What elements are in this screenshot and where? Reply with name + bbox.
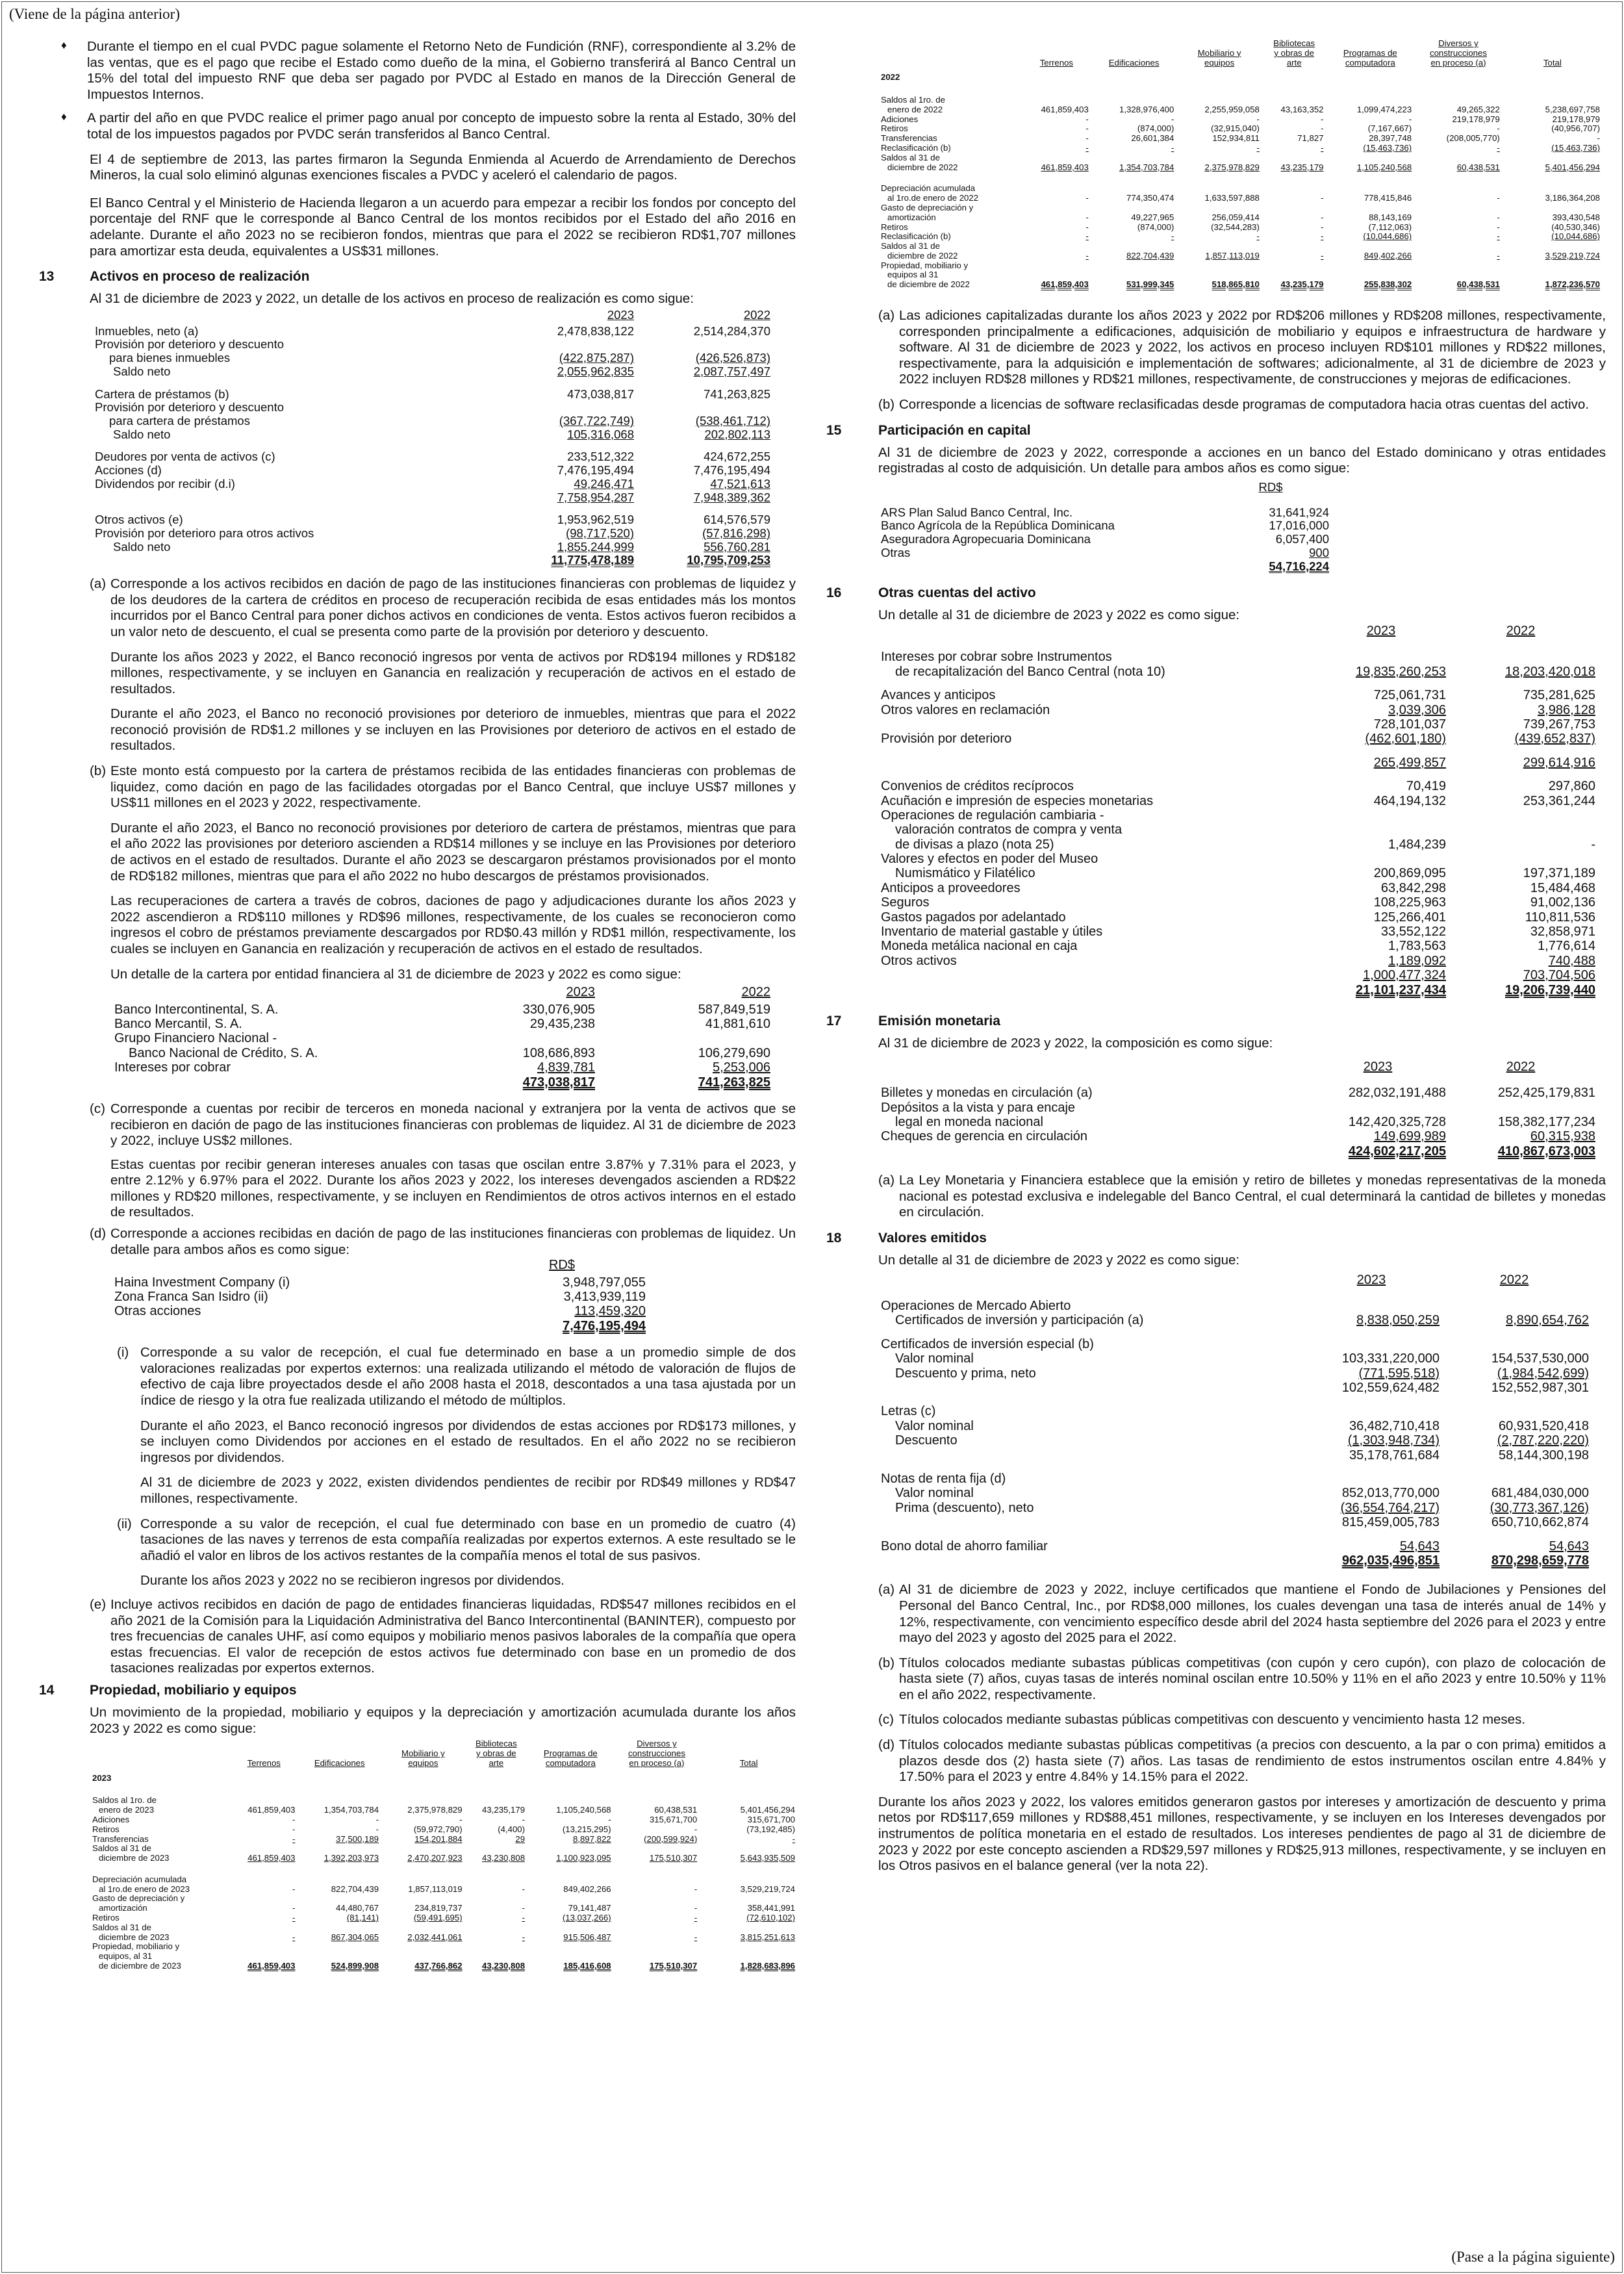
amount: 10,795,709,253 (687, 553, 770, 567)
section-18-intro: Un detalle al 31 de diciembre de 2023 y 2022 es como sigue: (878, 1253, 1240, 1268)
amount: 7,476,195,494 (557, 463, 634, 478)
note-13b: (b) Este monto está compuesto por la cartera de préstamos recibida de las entidades financieras con problemas de liquidez, como dación en pago de las facilidades otorgadas por el Banco Central, que incluye US$7 millones y US$11 millones en el 2023 y 2022, respectivamente. Durante el año 2023, el Banco no reconoció provisiones por deterioro de cartera de préstamos, mientras que para el año 2022 las provisiones por deterioro ascienden a RD$14 millones y se incluye en las Provisiones por deterioro de activos en el estado de resultados. Durante el año 2023 se descargaron préstamos provisionados por el monto de RD$182 millones, mientras que para el año 2022 no hubo descargos de préstamos provisionados. Las recuperaciones de cartera a través de cobros, daciones de pago y adjudicaciones durante los años 2023 y 2022 ascendieron a RD$110 millones y RD$96 millones, respectivamente, de los cuales se reconocieron como ingresos el cobro de préstamos previamente descargados por RD$0.43 millón y RD$1 millón, respectivamente, los cuales se incluyen en Ganancia en realización y recuperación de activos en el estado de resultados. Un detalle de la cartera por entidad financiera al 31 de diciembre de 2023 y 2022 es como sigue: (90, 763, 796, 982)
amount: 2,087,757,497 (693, 364, 770, 378)
section-15-heading: 15 Participación en capital (826, 422, 1031, 438)
table-row: Cartera de préstamos (b) 473,038,817 741,263,825 (95, 387, 770, 401)
table-row: Certificados de inversión y participación (a) 8,838,050,259 8,890,654,762 (895, 1313, 1589, 1328)
year-header: 2023 (607, 307, 634, 322)
table-row: Banco Agrícola de la República Dominicana 17,016,000 (881, 518, 1329, 533)
table-row: 424,602,217,205 410,867,673,003 (1348, 1143, 1595, 1158)
column-header: Diversos y construcciones en proceso (a) (1429, 38, 1487, 68)
table-row: 728,101,037 739,267,753 (1373, 717, 1595, 732)
table-row: para cartera de préstamos (367,722,749) (538,461,712) (109, 413, 770, 428)
table-row: Certificados de inversión especial (b) (881, 1336, 1094, 1351)
note-13d-ii: (ii) Corresponde a su valor de recepción, el cual fue determinado con base en un promedio de cuatro (4) tasaciones de las naves y terrenos de esta compañía realizadas por expertos externos. A este resultado se le añadió el valor en libros de los activos restantes de la compañía menos el total de sus pasivos. Durante los años 2023 y 2022 no se recibieron ingresos por dividendos. (117, 1516, 796, 1589)
amount: 202,802,113 (704, 427, 770, 441)
continues-label: (Pase a la página siguiente) (1451, 2249, 1615, 2265)
section-17-heading: 17 Emisión monetaria (826, 1013, 1000, 1028)
table-row: Saldos al 31 de (92, 1922, 151, 1932)
note-18b: (b) Títulos colocados mediante subastas públicas competitivas (con cupón y cero cupón), con plazo de colocación de hasta siete (7) años, cuyas tasas de interés nominal oscilan entre 10.50% y 11% en el año 2023 y entre 10.50% y 11% en el año 2022, respectivamente. (878, 1655, 1606, 1702)
table-row: Propiedad, mobiliario y (92, 1941, 180, 1952)
table-row: Grupo Financiero Nacional - (114, 1031, 277, 1046)
amount: 47,521,613 (710, 476, 770, 491)
table-row: de diciembre de 2022 461,859,403 531,999,345 518,865,810 43,235,179 255,838,302 60,438,531 1,872,236,570 (887, 279, 1600, 290)
acciones-table: RD$ Haina Investment Company (i) 3,948,797,055 Zona Franca San Isidro (ii) 3,413,939,119 Otras acciones 113,459,320 7,476,195,494 (114, 1258, 646, 1333)
column-header: Total (1543, 57, 1562, 68)
amount: (538,461,712) (695, 413, 770, 428)
section-14-intro: Un movimiento de la propiedad, mobiliario y equipos y la depreciación y amortización acumulada durante los años 2023 y 2022 es como sigue: (90, 1705, 796, 1736)
table-row: Numismático y Filatélico 200,869,095 197,371,189 (895, 866, 1595, 881)
table-row: Provisión por deterioro para otros activos (98,717,520) (57,816,298) (95, 526, 770, 540)
year-header: 2022 (743, 307, 770, 322)
section-13-heading: 13 Activos en proceso de realización (39, 269, 310, 285)
column-header: Bibliotecas y obras de arte (1273, 38, 1315, 68)
table-row: enero de 2022 461,859,403 1,328,976,400 2,255,959,058 43,163,352 1,099,474,223 49,265,322 5,238,697,758 (887, 104, 1600, 114)
table-row: Inmuebles, neto (a) 2,478,838,122 2,514,284,370 (95, 324, 770, 338)
propiedad-2023-table: Terrenos Edificaciones Mobiliario y equipos Bibliotecas y obras de arte Programas de computadora Diversos y construcciones en proceso (a) Total 2023 Saldos al 1ro. de enero de 2023 461,859,403 1,354,703,784 2,375,978,829 43,235,179 1,105,240,568 60,438,531 5,401,456,294 Adiciones - - - - - 315,671,700 315,671,700 Retiros - - (59,972,790) (4,400) (13,215,295) - (73,192,485) Transferencias - 37,500,189 154,201,884 29 8,897,822 (200,599,924) - Saldos al 31 de diciembre de 2023 461,859,403 1,392,203,973 2,470,207,923 43,230,808 1,100,923,095 175,510,307 5,643,935,509 Depreciación acumulada al 1ro.de enero de 2023 - 822,704,439 1,857,113,019 - 849,402,266 - 3,529,219,724 Gasto de depreciación y amortización - 44,480,767 234,819,737 - 79,141,487 - 358,441,991 Retiros - (81,141) (59,491,695) - (13,037,266) - (72,610,102) Saldos al 31 de diciembre de 2023 - 867,304,065 2,032,441,061 - 915,506,487 - 3,815,251,613 Propiedad, mobiliario y equipos, al 31 de diciembre de 2023 461,859,403 524,899,908 437,766,862 43,230,808 185,416,608 175,510,307 1,828,683,896 (90, 1739, 798, 1971)
table-row: de diciembre de 2023 461,859,403 524,899,908 437,766,862 43,230,808 185,416,608 175,510,307 1,828,683,896 (99, 1960, 795, 1971)
amount: 473,038,817 (567, 387, 634, 401)
note-13a: (a) Corresponde a los activos recibidos en dación de pago de las instituciones financieras con problemas de liquidez y de los deudores de la cartera de créditos en proceso de recuperación recibida de esas entidades más los montos incurridos por el Banco Central para poner dichos activos en condiciones de venta. Estos activos fueron recibidos a un valor neto de descuento, el cual se presenta como parte de la provisión por deterioro y descuento. Durante los años 2023 y 2022, el Banco reconoció ingresos por venta de activos por RD$194 millones y RD$182 millones, respectivamente, y se incluyen en Ganancia en realización y recuperación de activos en el estado de resultados. Durante el año 2023, el Banco no reconoció provisiones por deterioro de inmuebles, mientras que para el 2022 reconoció provisión de RD$1.2 millones y se incluyen en las Provisiones por deterioro de activos en el estado de resultados. (90, 576, 796, 754)
section-16-heading: 16 Otras cuentas del activo (826, 585, 1036, 601)
section-13-intro: Al 31 de diciembre de 2023 y 2022, un detalle de los activos en proceso de realización es como sigue: (90, 291, 694, 307)
table-row: Zona Franca San Isidro (ii) 3,413,939,119 (114, 1290, 646, 1305)
note-14b: (b) Corresponde a licencias de software reclasificadas desde programas de computadora hacia otras cuentas del activo. (878, 396, 1590, 412)
table-row: Descuento y prima, neto (771,595,518) (1,984,542,699) (895, 1366, 1589, 1381)
cartera-table: 2023 2022 Banco Intercontinental, S. A. 330,076,905 587,849,519 Banco Mercantil, S. A. 29,435,238 41,881,610 Grupo Financiero Nacional - Banco Nacional de Crédito, S. A. 108,686,893 106,279,690 Intereses por cobrar 4,839,781 5,253,006 473,038,817 741,263,825 (114, 985, 770, 1090)
table-row: Valor nominal 103,331,220,000 154,537,530,000 (895, 1351, 1589, 1366)
table-row: legal en moneda nacional 142,420,325,728 158,382,177,234 (895, 1114, 1595, 1129)
emision-table: 2023 2022 Billetes y monedas en circulación (a) 282,032,191,488 252,425,179,831 Depósitos a la vista y para encaje legal en moneda nacional 142,420,325,728 158,382,177,234 Cheques de gerencia en circulación 149,699,989 60,315,938 424,602,217,205 410,867,673,003 (881, 1059, 1595, 1158)
table-row: Otros activos (e) 1,953,962,519 614,576,579 (95, 513, 770, 527)
table-row: Otras acciones 113,459,320 (114, 1304, 646, 1319)
column-header: Bibliotecas y obras de arte (475, 1739, 517, 1768)
table-row: Banco Intercontinental, S. A. 330,076,905 587,849,519 (114, 1002, 770, 1017)
table-row: Retiros - (874,000) (32,544,283) - (7,112,063) - (40,530,346) (881, 222, 1600, 232)
table-row: Transferencias - 26,601,384 152,934,811 71,827 28,397,748 (208,005,770) - (881, 133, 1600, 144)
paragraph-enmienda: El 4 de septiembre de 2013, las partes firmaron la Segunda Enmienda al Acuerdo de Arrendamiento de Derechos Mineros, la cual solo eliminó algunas exenciones fiscales a PVDC y aceleró el calendario de pagos. (90, 151, 796, 183)
table-row: diciembre de 2022 - 822,704,439 1,857,113,019 - 849,402,266 - 3,529,219,724 (887, 250, 1600, 261)
amount: 11,775,478,189 (551, 553, 634, 567)
section-17-intro: Al 31 de diciembre de 2023 y 2022, la composición es como sigue: (878, 1036, 1273, 1051)
column-header: Programas de computadora (1343, 47, 1397, 68)
table-row: Saldo neto 105,316,068 202,802,113 (113, 427, 770, 441)
table-row: Deudores por venta de activos (c) 233,512,322 424,672,255 (95, 450, 770, 464)
table-row: Prima (descuento), neto (36,554,764,217) (30,773,367,126) (895, 1500, 1589, 1515)
column-header: Programas de computadora (543, 1748, 598, 1768)
table-row: Retiros - (81,141) (59,491,695) - (13,037,266) - (72,610,102) (92, 1913, 795, 1923)
table-row: Adiciones - - - - - 315,671,700 315,671,700 (92, 1814, 795, 1824)
table-row (95, 491, 770, 505)
table-row: Cheques de gerencia en circulación 149,699,989 60,315,938 (881, 1129, 1595, 1144)
table-row: valoración contratos de compra y venta (895, 823, 1123, 837)
table-row: diciembre de 2023 461,859,403 1,392,203,973 2,470,207,923 43,230,808 1,100,923,095 175,510,307 5,643,935,509 (99, 1853, 795, 1863)
column-header: Mobiliario y equipos (1197, 47, 1241, 68)
table-row: Saldos al 31 de (881, 152, 940, 162)
table-row: 265,499,857 299,614,916 (1373, 755, 1595, 770)
note-18c: (c) Títulos colocados mediante subastas públicas competitivas con descuento y vencimiento hasta 12 meses. (878, 1712, 1526, 1728)
table-row: Convenios de créditos recíprocos 70,419 297,860 (881, 779, 1595, 794)
table-row: Valor nominal 36,482,710,418 60,931,520,418 (895, 1418, 1589, 1433)
table-row: Otras 900 (881, 545, 1329, 559)
table-row: Otros valores en reclamación 3,039,306 3,986,128 (881, 702, 1595, 717)
table-row: equipos al 31 (887, 270, 939, 280)
table-row: Adiciones - - - - - 219,178,979 219,178,979 (881, 114, 1600, 124)
table-row: al 1ro.de enero de 2022 - 774,350,474 1,633,597,888 - 778,415,846 - 3,186,364,208 (887, 193, 1600, 203)
column-header: Edificaciones (1108, 57, 1160, 68)
table-row: Gastos pagados por adelantado 125,266,401 110,811,536 (881, 910, 1595, 925)
table-row: Intereses por cobrar 4,839,781 5,253,006 (114, 1060, 770, 1075)
table-row: Provisión por deterioro y descuento (95, 400, 285, 415)
amount: 7,758,954,287 (557, 490, 634, 504)
amount: 7,476,195,494 (693, 463, 770, 478)
bullet-renta: ♦ A partir del año en que PVDC realice el primer pago anual por concepto de impuesto sobre la renta al Estado, 30% del total de los impuestos pagados por PVDC serán transferidos al Banco Central. (19, 110, 796, 142)
table-row: Depósitos a la vista y para encaje (881, 1100, 1076, 1115)
column-header: Total (739, 1757, 758, 1768)
table-row: Retiros - - (59,972,790) (4,400) (13,215,295) - (73,192,485) (92, 1824, 795, 1834)
table-row: 962,035,496,851 870,298,659,778 (1341, 1553, 1589, 1568)
amount: (426,526,873) (695, 351, 770, 365)
amount: 49,246,471 (574, 476, 634, 491)
amount: 556,760,281 (704, 539, 770, 554)
table-row: Moneda metálica nacional en caja 1,783,563 1,776,614 (881, 939, 1595, 954)
table-row: Seguros 108,225,963 91,002,136 (881, 895, 1595, 910)
note-18d: (d) Títulos colocados mediante subastas públicas competitivas (a precios con descuento, a la par o con prima) emitidos a plazos desde dos (2) hasta siete (7) años. Las tasas de rendimiento de estos instrumentos oscilan entre 4.84% y 17.50% para el 2023 y entre 4.84% y 14.15% para el 2022. (878, 1737, 1606, 1785)
paragraph-acuerdo: El Banco Central y el Ministerio de Hacienda llegaron a un acuerdo para empezar a recibir los fondos por concepto del porcentaje del RNF que le corresponde al Banco Central de los montos recibidos por el Estado del año 2016 en adelante. Durante el año 2023 no se recibieron fondos, mientras que para el 2022 se recibieron RD$1,707 millones para amortizar esta deuda, equivalentes a US$31 millones. (90, 195, 796, 259)
table-row: al 1ro.de enero de 2023 - 822,704,439 1,857,113,019 - 849,402,266 - 3,529,219,724 (99, 1884, 795, 1894)
note-13c: (c) Corresponde a cuentas por recibir de terceros en moneda nacional y extranjera por la venta de activos que se recibieron en dación de pago de las instituciones financieras con problemas de liquidez. Al 31 de diciembre de 2023 y 2022, incluye US$2 millones. Estas cuentas por recibir generan intereses anuales con tasas que oscilan entre 3.87% y 7.31% para el 2023, y entre 2.12% y 6.97% para el 2022. Durante los años 2023 y 2022, los intereses devengados ascienden a RD$22 millones y RD$20 millones, respectivamente, y se incluyen en Rendimientos de otros activos internos en el estado de resultados. (90, 1101, 796, 1220)
table-row: Valores y efectos en poder del Museo (881, 852, 1098, 867)
column-header: Diversos y construcciones en proceso (a) (628, 1739, 685, 1768)
table-row: amortización - 49,227,965 256,059,414 - 88,143,169 - 393,430,548 (887, 212, 1600, 222)
propiedad-2022-table: Terrenos Edificaciones Mobiliario y equipos Bibliotecas y obras de arte Programas de computadora Diversos y construcciones en proceso (a) Total 2022 Saldos al 1ro. de enero de 2022 461,859,403 1,328,976,400 2,255,959,058 43,163,352 1,099,474,223 49,265,322 5,238,697,758 Adiciones - - - - - 219,178,979 219,178,979 Retiros - (874,000) (32,915,040) - (7,167,667) - (40,956,707) Transferencias - 26,601,384 152,934,811 71,827 28,397,748 (208,005,770) - Reclasificación (b) - - - - (15,463,736) - (15,463,736) Saldos al 31 de diciembre de 2022 461,859,403 1,354,703,784 2,375,978,829 43,235,179 1,105,240,568 60,438,531 5,401,456,294 Depreciación acumulada al 1ro.de enero de 2022 - 774,350,474 1,633,597,888 - 778,415,846 - 3,186,364,208 Gasto de depreciación y amortización - 49,227,965 256,059,414 - 88,143,169 - 393,430,548 Retiros - (874,000) (32,544,283) - (7,112,063) - (40,530,346) Reclasificación (b) - - - - (10,044,686) - (10,044,686) Saldos al 31 de diciembre de 2022 - 822,704,439 1,857,113,019 - 849,402,266 - 3,529,219,724 Propiedad, mobiliario y equipos al 31 de diciembre de 2022 461,859,403 531,999,345 518,865,810 43,235,179 255,838,302 60,438,531 1,872,236,570 (878, 39, 1603, 290)
table-row: Acciones (d) 7,476,195,494 7,476,195,494 (95, 463, 770, 478)
section-18-closing: Durante los años 2023 y 2022, los valores emitidos generaron gastos por intereses y amortización de descuento y prima netos por RD$117,659 millones y RD$88,451 millones, respectivamente, y se incluyen en los Intereses devengados por instrumentos de política monetaria en el estado de resultados. Los intereses pendientes de pago al 31 de diciembre de 2023 y 2022 por este concepto ascienden a RD$29,597 millones y RD$25,913 millones, respectivamente, y se incluyen en los Otros pasivos en el balance general (ver la nota 22). (878, 1794, 1606, 1874)
table-row: diciembre de 2023 - 867,304,065 2,032,441,061 - 915,506,487 - 3,815,251,613 (99, 1932, 795, 1942)
table-row: Banco Mercantil, S. A. 29,435,238 41,881,610 (114, 1016, 770, 1031)
table-row: Gasto de depreciación y (92, 1893, 185, 1904)
table-row: de divisas a plazo (nota 25) 1,484,239 - (895, 837, 1595, 852)
participacion-table: RD$ ARS Plan Salud Banco Central, Inc. 31,641,924 Banco Agrícola de la República Dominicana 17,016,000 Aseguradora Agropecuaria Dominicana 6,057,400 Otras 900 54,716,224 (881, 479, 1329, 573)
amount: 7,948,389,362 (693, 490, 770, 504)
amount: (57,816,298) (702, 526, 770, 540)
table-row: Provisión por deterioro (462,601,180) (439,652,837) (881, 732, 1595, 747)
table-row: 1,000,477,324 703,704,506 (1363, 968, 1595, 983)
valores-table: 2023 2022 Operaciones de Mercado Abierto Certificados de inversión y participación (a) 8,838,050,259 8,890,654,762 Certificados de inversión especial (b) Valor nominal 103,331,220,000 154,537,530,000 Descuento y prima, neto (771,595,518) (1,984,542,699) 102,559,624,482 152,552,987,301 Letras (c) Valor nominal 36,482,710,418 60,931,520,418 Descuento (1,303,948,734) (2,787,220,220) 35,178,761,684 58,144,300,198 Notas de renta fija (d) Valor nominal 852,013,770,000 681,484,030,000 Prima (descuento), neto (36,554,764,217) (30,773,367,126) 815,459,005,783 650,710,662,874 Bono dotal de ahorro familiar 54,643 54,643 962,035,496,851 870,298,659,778 (881, 1272, 1589, 1568)
note-13d: (d) Corresponde a acciones recibidas en dación de pago de las instituciones financieras con problemas de liquidez. Un detalle para ambos años es como sigue: (90, 1226, 796, 1257)
table-row: ARS Plan Salud Banco Central, Inc. 31,641,924 (881, 505, 1329, 519)
table-row: Saldos al 1ro. de (92, 1795, 157, 1806)
table-row: para bienes inmuebles (422,875,287) (426,526,873) (109, 351, 770, 365)
table-row: 815,459,005,783 650,710,662,874 (1341, 1515, 1589, 1530)
table-row: Gasto de depreciación y (881, 202, 974, 212)
table-row: Banco Nacional de Crédito, S. A. 108,686,893 106,279,690 (129, 1045, 770, 1060)
table-row: Aseguradora Agropecuaria Dominicana 6,057,400 (881, 532, 1329, 546)
table-row: Operaciones de Mercado Abierto (881, 1299, 1071, 1314)
table-row: 21,101,237,434 19,206,739,440 (1355, 982, 1595, 997)
table-row: 102,559,624,482 152,552,987,301 (1341, 1381, 1589, 1396)
column-header: Edificaciones (314, 1757, 365, 1768)
table-row: Billetes y monedas en circulación (a) 282,032,191,488 252,425,179,831 (881, 1086, 1595, 1101)
table-row: 473,038,817 741,263,825 (522, 1075, 770, 1090)
amount: 2,514,284,370 (693, 324, 770, 338)
amount: 2,055,962,835 (557, 364, 634, 378)
table-row: Otros activos 1,189,092 740,488 (881, 953, 1595, 968)
table-row: 7,476,195,494 (563, 1318, 646, 1333)
note-13e: (e) Incluye activos recibidos en dación de pago de entidades financieras liquidadas, RD$547 millones recibidos en el año 2021 de la Comisión para la Liquidación Administrativa del Banco Intercontinental (BANINTER), compuesto por tres frecuencias de canales UHF, así como equipos y mobiliario menos pasivos laborales de la compañía que opera estas frecuencias. El valor de recepción de estos activos fue determinado con base en un promedio de dos tasaciones realizadas por expertos externos. (90, 1596, 796, 1676)
note-13d-i: (i) Corresponde a su valor de recepción, el cual fue determinado en base a un promedio simple de dos valoraciones realizadas por expertos externos: una realizada utilizando el método de valoración de flujos de efectivo de caja libre proyectados desde el año 2008 hasta el 2018, descontados a una tasa ajustada por un índice de riesgo y la otra fue realizada utilizando el método de múltiplos. Durante el año 2023, el Banco reconoció ingresos por dividendos de estas acciones por RD$173 millones, y se incluyen como Dividendos por acciones en el estado de resultados. En el año 2022 no se recibieron ingresos por dividendos. Al 31 de diciembre de 2023 y 2022, existen dividendos pendientes de recibir por RD$49 millones y RD$47 millones, respectivamente. (117, 1345, 796, 1506)
table-row: Valor nominal 852,013,770,000 681,484,030,000 (895, 1486, 1589, 1501)
table-row: Retiros - (874,000) (32,915,040) - (7,167,667) - (40,956,707) (881, 123, 1600, 134)
table-row: Letras (c) (881, 1404, 936, 1419)
note-14a: (a) Las adiciones capitalizadas durante los años 2023 y 2022 por RD$206 millones y RD$208 millones, respectivamente, corresponden principalmente a edificaciones, adquisición de mobiliario y equipos e infraestructura de hardware y software. Al 31 de diciembre de 2023 y 2022, los activos en proceso incluyen RD$101 millones y RD$22 millones, respectivamente, para la adquisición e implementación de softwares; adicionalmente, al 31 de diciembre de 2023 y 2022 incluyen RD$28 millones y RD$21 millones, respectivamente, de construcciones y mejoras de edificaciones. (878, 307, 1606, 387)
table-row: Avances y anticipos 725,061,731 735,281,625 (881, 688, 1595, 703)
column-header: Terrenos (247, 1757, 281, 1768)
table-row: Saldo neto 1,855,244,999 556,760,281 (113, 539, 770, 554)
section-15-intro: Al 31 de diciembre de 2023 y 2022, corresponde a acciones en un banco del Estado dominicano y otras entidades registradas al costo de adquisición. Un detalle para ambos años es como sigue: (878, 444, 1606, 476)
bullet-rnf: ♦ Durante el tiempo en el cual PVDC pague solamente el Retorno Neto de Fundición (RNF), correspondiente al 3.2% de las ventas, que es el pago que recibe el Estado como dueño de la mina, el Gobierno transferirá al Banco Central un 15% del total del impuesto RNF que deba ser pagado por PVDC al Estado en manos de la Dirección General de Impuestos Internos. (19, 39, 796, 103)
table-row: Saldos al 1ro. de (881, 95, 945, 105)
table-row: Saldo neto 2,055,962,835 2,087,757,497 (113, 364, 770, 378)
amount: (98,717,520) (566, 526, 634, 540)
table-row: Provisión por deterioro y descuento (95, 337, 285, 351)
table-row: Reclasificación (b) - - - - (15,463,736) - (15,463,736) (881, 143, 1600, 153)
left-column (19, 39, 796, 1971)
table-row: Transferencias - 37,500,189 154,201,884 29 8,897,822 (200,599,924) - (92, 1833, 795, 1844)
table-row (95, 554, 770, 567)
section-14-heading: 14 Propiedad, mobiliario y equipos (39, 1682, 297, 1698)
table-row: Bono dotal de ahorro familiar 54,643 54,643 (881, 1539, 1589, 1553)
amount: 1,855,244,999 (557, 539, 634, 554)
amount: 1,953,962,519 (557, 513, 634, 527)
table-row: Inventario de material gastable y útiles 33,552,122 32,858,971 (881, 925, 1595, 939)
section-16-intro: Un detalle al 31 de diciembre de 2023 y 2022 es como sigue: (878, 607, 1240, 623)
table-row: Dividendos por recibir (d.i) 49,246,471 47,521,613 (95, 476, 770, 491)
amount: (367,722,749) (559, 413, 634, 428)
amount: 105,316,068 (567, 427, 634, 441)
activos-proceso-table (95, 309, 770, 567)
amount: 233,512,322 (567, 450, 634, 464)
amount: (422,875,287) (559, 351, 634, 365)
table-row: amortización - 44,480,767 234,819,737 - 79,141,487 - 358,441,991 (99, 1903, 795, 1913)
table-row: Depreciación acumulada (92, 1874, 187, 1884)
section-18-heading: 18 Valores emitidos (826, 1230, 987, 1246)
table-row: Anticipos a proveedores 63,842,298 15,484,468 (881, 880, 1595, 895)
column-header: Mobiliario y equipos (401, 1748, 445, 1768)
amount: 614,576,579 (704, 513, 770, 527)
table-row: Saldos al 31 de (92, 1843, 151, 1854)
table-row: Descuento (1,303,948,734) (2,787,220,220) (895, 1433, 1589, 1448)
amount: 741,263,825 (704, 387, 770, 401)
note-17a: (a) La Ley Monetaria y Financiera establece que la emisión y retiro de billetes y monedas representativas de la moneda nacional es potestad exclusiva e indelegable del Banco Central, el cual determinará la cantidad de billetes y monedas en circulación. (878, 1173, 1606, 1220)
table-row: de recapitalización del Banco Central (nota 10) 19,835,260,253 18,203,420,018 (895, 664, 1595, 679)
note-18a: (a) Al 31 de diciembre de 2023 y 2022, incluye certificados que mantiene el Fondo de Jubilaciones y Pensiones del Personal del Banco Central, Inc., por RD$8,000 millones, los cuales devengan una tasa de interés anual de 14% y 12%, respectivamente, con vencimiento específico desde abril del 2024 hasta septiembre del 2026 para el 2023 y entre mayo del 2023 y agosto del 2025 para el 2022. (878, 1582, 1606, 1646)
otras-cuentas-table: 2023 2022 Intereses por cobrar sobre Instrumentos de recapitalización del Banco Central (nota 10) 19,835,260,253 18,203,420,018 Avances y anticipos 725,061,731 735,281,625 Otros valores en reclamación 3,039,306 3,986,128 728,101,037 739,267,753 Provisión por deterioro (462,601,180) (439,652,837) 265,499,857 299,614,916 Convenios de créditos recíprocos 70,419 297,860 Acuñación e impresión de especies monetarias 464,194,132 253,361,244 Operaciones de regulación cambiaria - valoración contratos de compra y venta de divisas a plazo (nota 25) 1,484,239 - Valores y efectos en poder del Museo Numismático y Filatélico 200,869,095 197,371,189 Anticipos a proveedores 63,842,298 15,484,468 Seguros 108,225,963 91,002,136 Gastos pagados por adelantado 125,266,401 110,811,536 Inventario de material gastable y útiles 33,552,122 32,858,971 Moneda metálica nacional en caja 1,783,563 1,776,614 Otros activos 1,189,092 740,488 1,000,477,324 703,704,506 21,101,237,434 19,206,739,440 (881, 624, 1595, 997)
right-column (826, 39, 1606, 1886)
table-row: Operaciones de regulación cambiaria - (881, 808, 1104, 823)
table-row: Notas de renta fija (d) (881, 1471, 1006, 1486)
continued-from-label: (Viene de la página anterior) (9, 6, 180, 22)
amount: 2,478,838,122 (557, 324, 634, 338)
table-row: enero de 2023 461,859,403 1,354,703,784 2,375,978,829 43,235,179 1,105,240,568 60,438,531 5,401,456,294 (99, 1805, 795, 1815)
table-row: Propiedad, mobiliario y (881, 260, 969, 270)
column-header: Terrenos (1039, 57, 1074, 68)
table-row: Acuñación e impresión de especies monetarias 464,194,132 253,361,244 (881, 793, 1595, 808)
table-row: Intereses por cobrar sobre Instrumentos (881, 650, 1112, 665)
table-row: Depreciación acumulada (881, 183, 976, 194)
table-row: 54,716,224 (1269, 559, 1329, 573)
table-row: diciembre de 2022 461,859,403 1,354,703,784 2,375,978,829 43,235,179 1,105,240,568 60,438,531 5,401,456,294 (887, 162, 1600, 172)
amount: 424,672,255 (704, 450, 770, 464)
table-row: Haina Investment Company (i) 3,948,797,055 (114, 1275, 646, 1290)
table-row: 35,178,761,684 58,144,300,198 (1349, 1448, 1589, 1463)
table-row: Saldos al 31 de (881, 241, 940, 251)
table-row: Reclasificación (b) - - - - (10,044,686) - (10,044,686) (881, 231, 1600, 242)
table-row: equipos, al 31 (99, 1951, 153, 1961)
